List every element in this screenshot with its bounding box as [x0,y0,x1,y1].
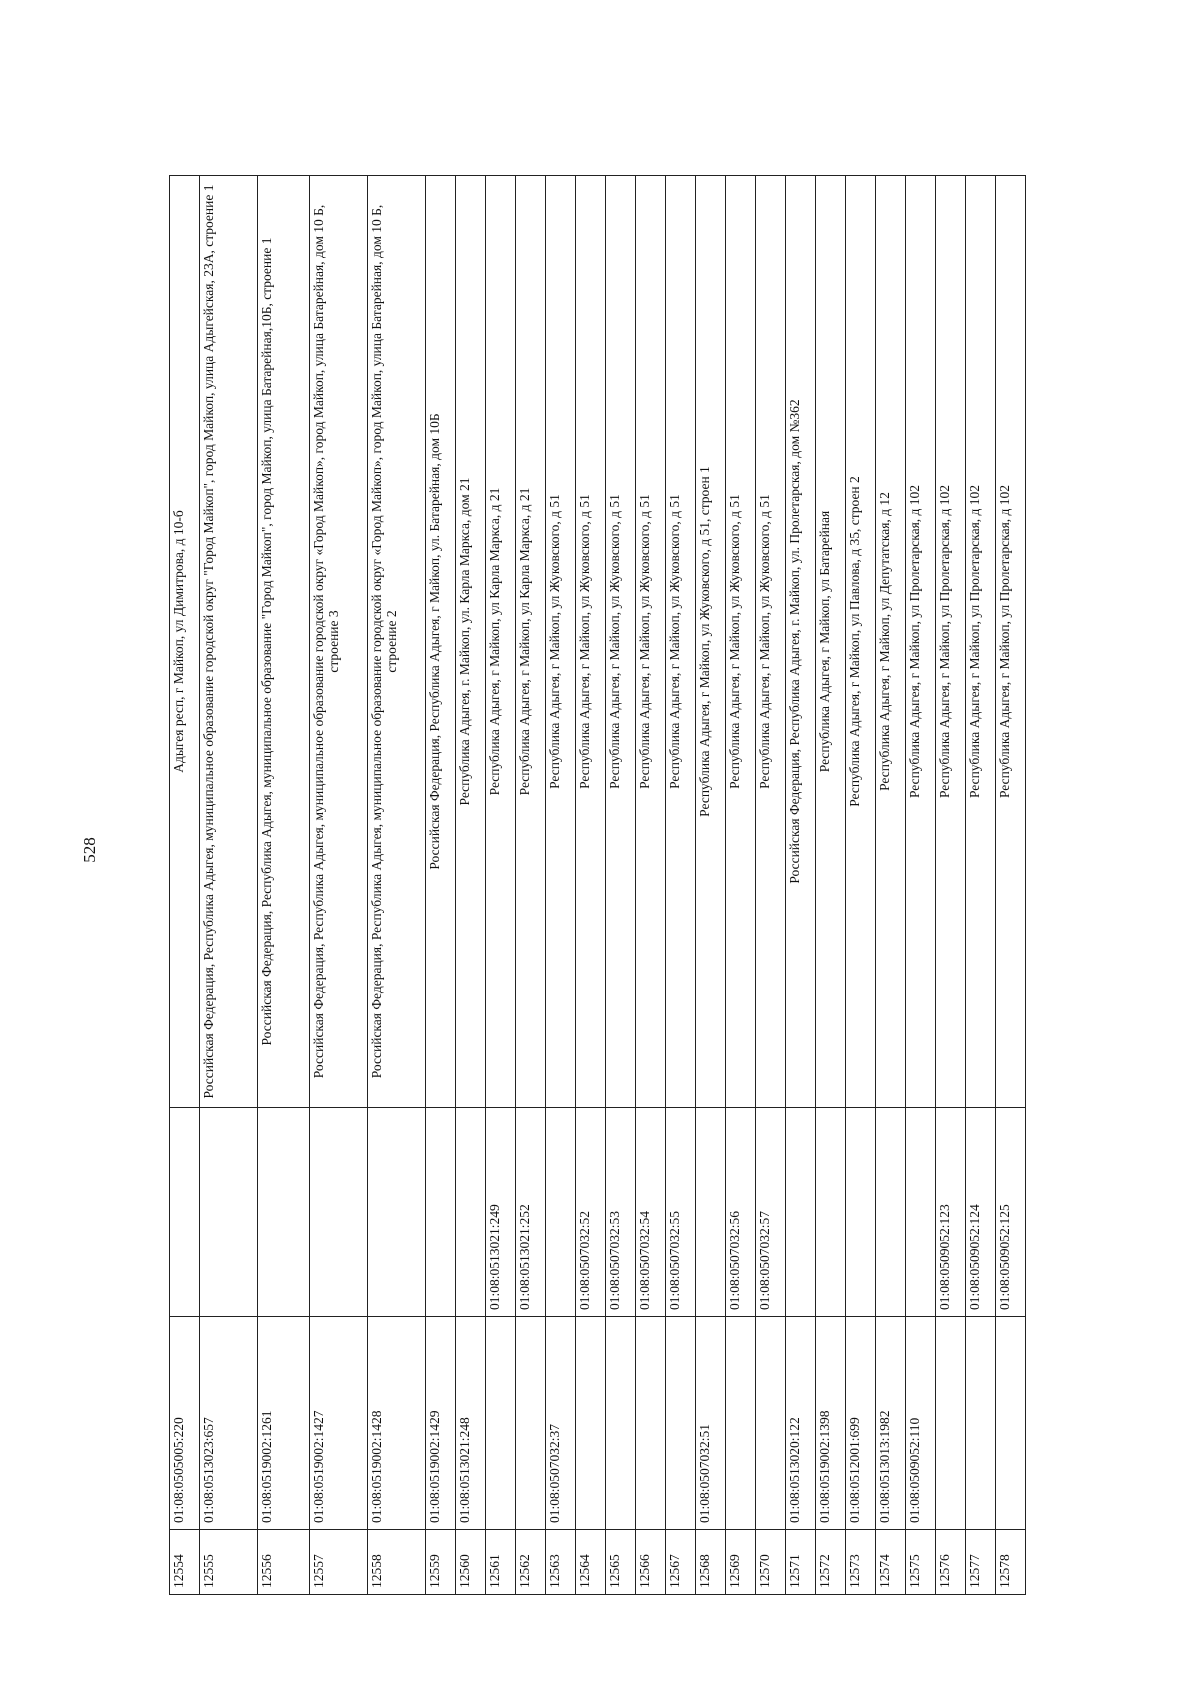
table-row [258,176,310,1595]
linked-cadastral-number-cell [876,1108,906,1317]
linked-cadastral-number-cell [310,1108,368,1317]
cadastral-number-cell: 01:08:0513023:657 [200,1317,258,1530]
table-row [696,176,726,1595]
linked-cadastral-number-cell [456,1108,486,1317]
cadastral-number-cell: 01:08:0505005:220 [170,1317,200,1530]
address-cell: Республика Адыгея, г. Майкоп, ул. Карла Маркса, дом 21 [456,176,486,1108]
table-row [996,176,1026,1595]
linked-cadastral-number-cell: 01:08:0507032:52 [576,1108,606,1317]
linked-cadastral-number-cell: 01:08:0513021:252 [516,1108,546,1317]
address-cell: Российская Федерация, Республика Адыгея, г Майкоп, ул. Батарейная, дом 10Б [426,176,456,1108]
linked-cadastral-number-cell [200,1108,258,1317]
row-number-cell: 12578 [996,1530,1026,1595]
table-row [486,176,516,1595]
linked-cadastral-number-cell [368,1108,426,1317]
address-cell: Республика Адыгея, г Майкоп, ул Батарейная [816,176,846,1108]
address-cell: Республика Адыгея, г Майкоп, ул Карла Маркса, д 21 [516,176,546,1108]
linked-cadastral-number-cell [696,1108,726,1317]
linked-cadastral-number-cell [546,1108,576,1317]
row-number-cell: 12574 [876,1530,906,1595]
table-row [816,176,846,1595]
address-cell: Республика Адыгея, г Майкоп, ул Жуковского, д 51 [726,176,756,1108]
row-number-cell: 12572 [816,1530,846,1595]
cadastral-number-cell: 01:08:0519002:1428 [368,1317,426,1530]
cadastral-number-cell: 01:08:0507032:51 [696,1317,726,1530]
table-row [846,176,876,1595]
address-cell: Республика Адыгея, г Майкоп, ул Пролетарская, д 102 [966,176,996,1108]
row-number-cell: 12559 [426,1530,456,1595]
linked-cadastral-number-cell: 01:08:0513021:249 [486,1108,516,1317]
address-cell: Российская Федерация, Республика Адыгея, муниципальное образование "Город Майкоп", город Майкоп, улица Батарейная,10Б, строение 1 [258,176,310,1108]
address-cell: Российская Федерация, Республика Адыгея, муниципальное образование городской округ "Город Майкоп", город Майкоп, улица Адыгейская, 23А, строение 1 [200,176,258,1108]
cadastral-number-cell [756,1317,786,1530]
cadastral-number-cell [996,1317,1026,1530]
linked-cadastral-number-cell: 01:08:0507032:53 [606,1108,636,1317]
address-cell: Российская Федерация, Республика Адыгея, муниципальное образование городской округ «Город Майкоп», город Майкоп, улица Батарейная, дом 10 Б, строение 2 [368,176,426,1108]
row-number-cell: 12560 [456,1530,486,1595]
table-row [906,176,936,1595]
table-row [756,176,786,1595]
linked-cadastral-number-cell: 01:08:0507032:54 [636,1108,666,1317]
row-number-cell: 12576 [936,1530,966,1595]
table-body [170,176,1026,1595]
address-cell: Республика Адыгея, г Майкоп, ул Жуковского, д 51 [606,176,636,1108]
address-cell: Российская Федерация, Республика Адыгея, г. Майкоп, ул. Пролетарская, дом №362 [786,176,816,1108]
table-row [606,176,636,1595]
row-number-cell: 12561 [486,1530,516,1595]
cadastral-number-cell [666,1317,696,1530]
table-row [200,176,258,1595]
cadastral-number-cell [726,1317,756,1530]
row-number-cell: 12558 [368,1530,426,1595]
cadastral-table [169,175,1026,1595]
linked-cadastral-number-cell [906,1108,936,1317]
address-cell: Республика Адыгея, г Майкоп, ул Пролетарская, д 102 [936,176,966,1108]
row-number-cell: 12557 [310,1530,368,1595]
address-cell: Республика Адыгея, г Майкоп, ул Жуковского, д 51 [666,176,696,1108]
row-number-cell: 12564 [576,1530,606,1595]
table-row [786,176,816,1595]
cadastral-number-cell [576,1317,606,1530]
cadastral-number-cell [516,1317,546,1530]
cadastral-number-cell: 01:08:0509052:110 [906,1317,936,1530]
address-cell: Республика Адыгея, г Майкоп, ул Жуковского, д 51 [636,176,666,1108]
row-number-cell: 12569 [726,1530,756,1595]
cadastral-number-cell: 01:08:0519002:1427 [310,1317,368,1530]
cadastral-number-cell: 01:08:0513020:122 [786,1317,816,1530]
linked-cadastral-number-cell: 01:08:0507032:56 [726,1108,756,1317]
linked-cadastral-number-cell: 01:08:0509052:125 [996,1108,1026,1317]
address-cell: Республика Адыгея, г Майкоп, ул Пролетарская, д 102 [906,176,936,1108]
rotated-table-container [169,175,1077,1595]
row-number-cell: 12573 [846,1530,876,1595]
linked-cadastral-number-cell: 01:08:0509052:123 [936,1108,966,1317]
table-row [936,176,966,1595]
row-number-cell: 12568 [696,1530,726,1595]
table-row [456,176,486,1595]
table-row [426,176,456,1595]
row-number-cell: 12554 [170,1530,200,1595]
address-cell: Республика Адыгея, г Майкоп, ул Жуковского, д 51, строен 1 [696,176,726,1108]
row-number-cell: 12570 [756,1530,786,1595]
address-cell: Республика Адыгея, г Майкоп, ул Павлова, д 35, строен 2 [846,176,876,1108]
cadastral-number-cell [966,1317,996,1530]
row-number-cell: 12571 [786,1530,816,1595]
table-row [310,176,368,1595]
cadastral-number-cell: 01:08:0519002:1261 [258,1317,310,1530]
table-row [546,176,576,1595]
linked-cadastral-number-cell [426,1108,456,1317]
linked-cadastral-number-cell [786,1108,816,1317]
row-number-cell: 12575 [906,1530,936,1595]
cadastral-number-cell: 01:08:0507032:37 [546,1317,576,1530]
table-row [966,176,996,1595]
table-row [170,176,200,1595]
page-number: 528 [80,837,99,863]
row-number-cell: 12563 [546,1530,576,1595]
cadastral-number-cell: 01:08:0519002:1398 [816,1317,846,1530]
table-row [636,176,666,1595]
row-number-cell: 12567 [666,1530,696,1595]
cadastral-number-cell [486,1317,516,1530]
cadastral-number-cell: 01:08:0513021:248 [456,1317,486,1530]
linked-cadastral-number-cell [170,1108,200,1317]
linked-cadastral-number-cell: 01:08:0507032:55 [666,1108,696,1317]
cadastral-number-cell [936,1317,966,1530]
row-number-cell: 12566 [636,1530,666,1595]
table-row [576,176,606,1595]
row-number-cell: 12556 [258,1530,310,1595]
table-row [516,176,546,1595]
cadastral-number-cell: 01:08:0513013:1982 [876,1317,906,1530]
linked-cadastral-number-cell: 01:08:0507032:57 [756,1108,786,1317]
address-cell: Адыгея респ, г Майкоп, ул Димитрова, д 10-б [170,176,200,1108]
cadastral-number-cell [636,1317,666,1530]
linked-cadastral-number-cell: 01:08:0509052:124 [966,1108,996,1317]
row-number-cell: 12577 [966,1530,996,1595]
table-row [726,176,756,1595]
table-row [666,176,696,1595]
row-number-cell: 12565 [606,1530,636,1595]
linked-cadastral-number-cell [816,1108,846,1317]
linked-cadastral-number-cell [258,1108,310,1317]
cadastral-number-cell: 01:08:0512001:699 [846,1317,876,1530]
address-cell: Республика Адыгея, г Майкоп, ул Жуковского, д 51 [546,176,576,1108]
cadastral-number-cell [606,1317,636,1530]
table-row [876,176,906,1595]
linked-cadastral-number-cell [846,1108,876,1317]
address-cell: Республика Адыгея, г Майкоп, ул Жуковского, д 51 [576,176,606,1108]
row-number-cell: 12562 [516,1530,546,1595]
address-cell: Республика Адыгея, г Майкоп, ул Депутатская, д 12 [876,176,906,1108]
address-cell: Российская Федерация, Республика Адыгея, муниципальное образование городской округ «Город Майкоп», город Майкоп, улица Батарейная, дом 10 Б, строение 3 [310,176,368,1108]
cadastral-number-cell: 01:08:0519002:1429 [426,1317,456,1530]
address-cell: Республика Адыгея, г Майкоп, ул Жуковского, д 51 [756,176,786,1108]
table-row [368,176,426,1595]
row-number-cell: 12555 [200,1530,258,1595]
address-cell: Республика Адыгея, г Майкоп, ул Карла Маркса, д 21 [486,176,516,1108]
address-cell: Республика Адыгея, г Майкоп, ул Пролетарская, д 102 [996,176,1026,1108]
